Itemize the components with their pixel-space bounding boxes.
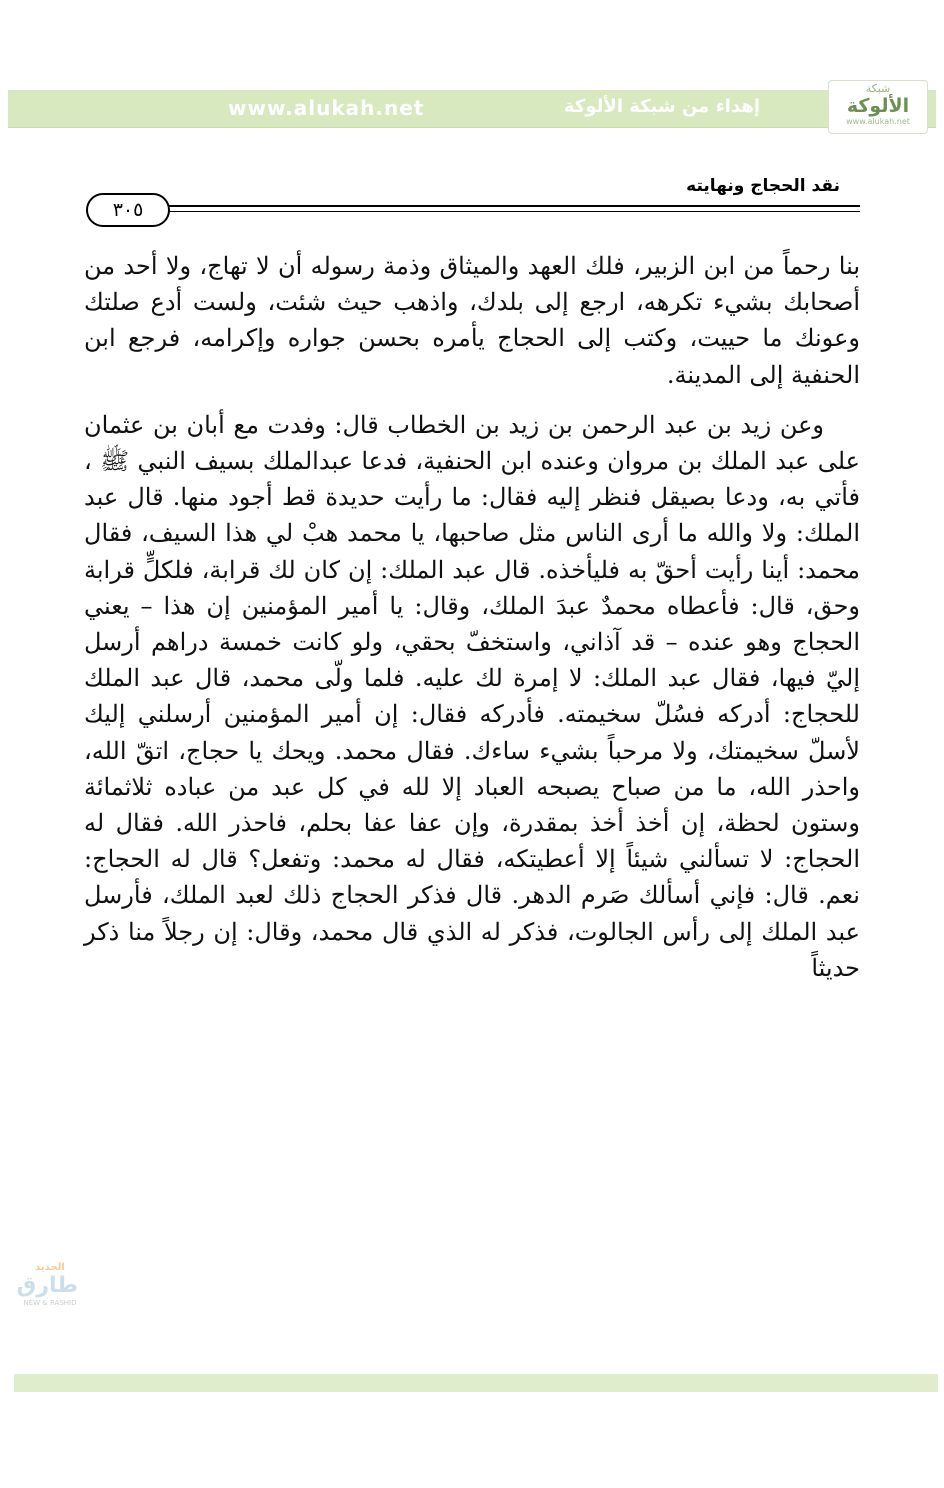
bottom-band bbox=[14, 1374, 938, 1392]
page-number: ٣٠٥ bbox=[86, 193, 170, 227]
logo-url-text: www.alukah.net bbox=[846, 117, 910, 126]
watermark-logo bbox=[16, 1262, 78, 1338]
logo-small-text: شبكة bbox=[865, 82, 891, 95]
banner-gift-text: إهداء من شبكة الألوكة bbox=[564, 96, 760, 117]
page-title: نقد الحجاج ونهايته bbox=[686, 176, 840, 196]
alukah-logo bbox=[828, 80, 928, 134]
top-banner bbox=[8, 82, 936, 128]
watermark-main: طارق bbox=[16, 1273, 78, 1298]
paragraph-2: وعن زيد بن عبد الرحمن بن زيد بن الخطاب قال: وفدت مع أبان بن عثمان على عبد الملك بن مروان وعنده ابن الحنفية، فدعا عبدالملك بسيف النبي ﷺ ، فأتي به، ودعا بصيقل فنظر إليه فقال: ما رأيت حديدة قط أجود منها. قال عبد الملك: ولا والله ما أرى الناس مثل صاحبها، يا محمد هبْ لي هذا السيف، فقال محمد: أينا رأيت أحقّ به فليأخذه. قال عبد الملك: إن كان لك قرابة، فلكلٍّ قرابة وحق، قال: فأعطاه محمدٌ عبدَ الملك، وقال: يا أمير المؤمنين إن هذا – يعني الحجاج وهو عنده – قد آذاني، واستخفّ بحقي، ولو كانت خمسة دراهم أرسل إليّ فيها، فقال عبد الملك: لا إمرة لك عليه. فلما ولّى محمد، قال عبد الملك للحجاج: أدركه فسُلّ سخيمته. فأدركه فقال: إن أمير المؤمنين أرسلني إليك لأسلّ سخيمتك، ولا مرحباً بشيء ساءك. فقال محمد. ويحك يا حجاج، اتقّ الله، واحذر الله، ما من صباح يصبحه العباد إلا لله في كل عبد من عباده ثلاثمائة وستون لحظة، إن أخذ أخذ بمقدرة، وإن عفا عفا بحلم، فاحذر الله. فقال له الحجاج: لا تسألني شيئاً إلا أعطيتكه، فقال له محمد: وتفعل؟ قال له الحجاج: نعم. قال: فإني أسألك صَرم الدهر. قال فذكر الحجاج ذلك لعبد الملك، فأرسل عبد الملك إلى رأس الجالوت، فذكر له الذي قال محمد، وقال: إن رجلاً منا ذكر حديثاً bbox=[84, 410, 861, 982]
header-rule bbox=[160, 205, 860, 207]
logo-main-text: الألوكة bbox=[846, 95, 910, 117]
watermark-bottom: NEW & RASHID bbox=[23, 1299, 77, 1307]
banner-url[interactable]: www.alukah.net bbox=[228, 96, 425, 120]
paragraph-1: بنا رحماً من ابن الزبير، فلك العهد والميثاق وذمة رسوله أن لا تهاج، ولا أحد من أصحابك بشيء تكرهه، ارجع إلى بلدك، واذهب حيث شئت، ولست أدع صلتك وعونك ما حييت، وكتب إلى الحجاج يأمره بحسن جواره وإكرامه، فرجع ابن الحنفية إلى المدينة. bbox=[84, 252, 861, 389]
header-rule-thin bbox=[160, 211, 860, 212]
watermark-top: الجديد bbox=[35, 1262, 65, 1273]
page-content bbox=[84, 248, 860, 986]
